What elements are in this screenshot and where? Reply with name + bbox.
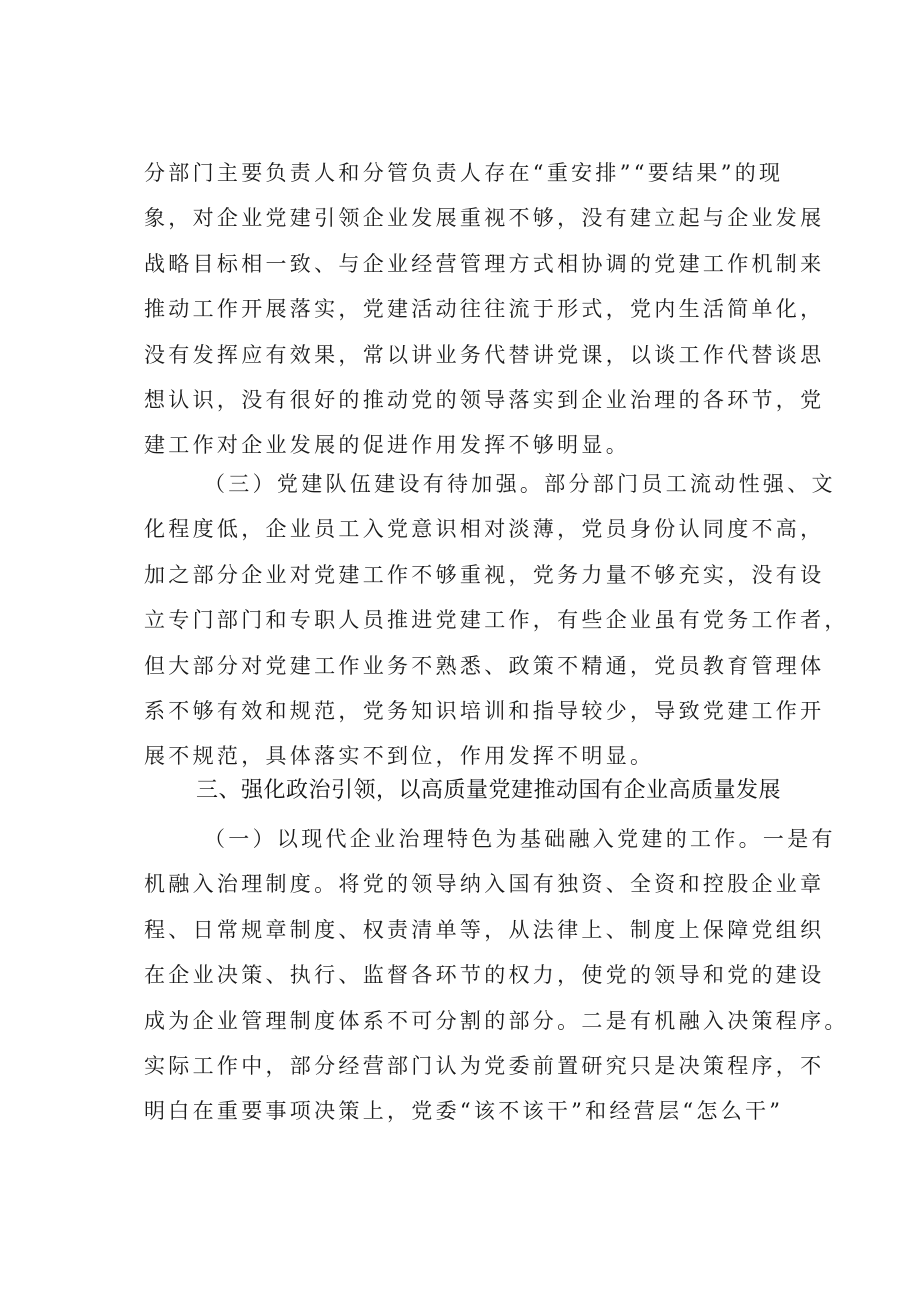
text-line: 分部门主要负责人和分管负责人存在“重安排”“要结果”的现 [144,161,784,185]
text-line: 成为企业管理制度体系不可分割的部分。二是有机融入决策程序。 [144,1008,849,1033]
text-line: 推动工作开展落实，党建活动往往流于形式，党内生活简单化， [144,297,825,322]
text-line: 展不规范，具体落实不到位，作用发挥不明显。 [144,744,655,769]
text-line: 实际工作中，部分经营部门认为党委前置研究只是决策程序，不 [144,1053,825,1078]
text-line: 建工作对企业发展的促进作用发挥不够明显。 [144,433,630,458]
text-line: 象，对企业党建引领企业发展重视不够，没有建立起与企业发展 [144,206,825,231]
text-line: 机融入治理制度。将党的领导纳入国有独资、全资和控股企业章 [144,872,825,897]
paragraph-team-building [144,462,849,780]
text-line: 明白在重要事项决策上，党委“该不该干”和经营层“怎么干” [144,1099,784,1124]
paragraph-party-building-neglect [144,151,825,469]
text-line: 系不够有效和规范，党务知识培训和指导较少，导致党建工作开 [144,698,825,723]
text-line: 战略目标相一致、与企业经营管理方式相协调的党建工作机制来 [144,251,825,276]
text-line: 程、日常规章制度、权责清单等，从法律上、制度上保障党组织 [144,917,825,942]
text-line: 没有发挥应有效果，常以讲业务代替讲党课，以谈工作代替谈思 [144,342,825,367]
text-line: 在企业决策、执行、监督各环节的权力，使党的领导和党的建设 [144,963,825,988]
text-line: 但大部分对党建工作业务不熟悉、政策不精通，党员教育管理体 [144,653,825,678]
text-line: 化程度低，企业员工入党意识相对淡薄，党员身份认同度不高， [144,517,825,542]
section-heading: 三、强化政治引领，以高质量党建推动国有企业高质量发展 [196,778,782,803]
text-line: 加之部分企业对党建工作不够重视，党务力量不够充实，没有设 [144,562,825,587]
text-line: 立专门部门和专职人员推进党建工作，有些企业虽有党务工作者， [144,608,849,633]
text-line: 想认识，没有很好的推动党的领导落实到企业治理的各环节，党 [144,387,825,412]
text-line: （一）以现代企业治理特色为基础融入党建的工作。一是有 [204,827,836,851]
text-line: （三）党建队伍建设有待加强。部分部门员工流动性强、文 [204,472,836,496]
paragraph-corporate-governance [144,817,849,1135]
